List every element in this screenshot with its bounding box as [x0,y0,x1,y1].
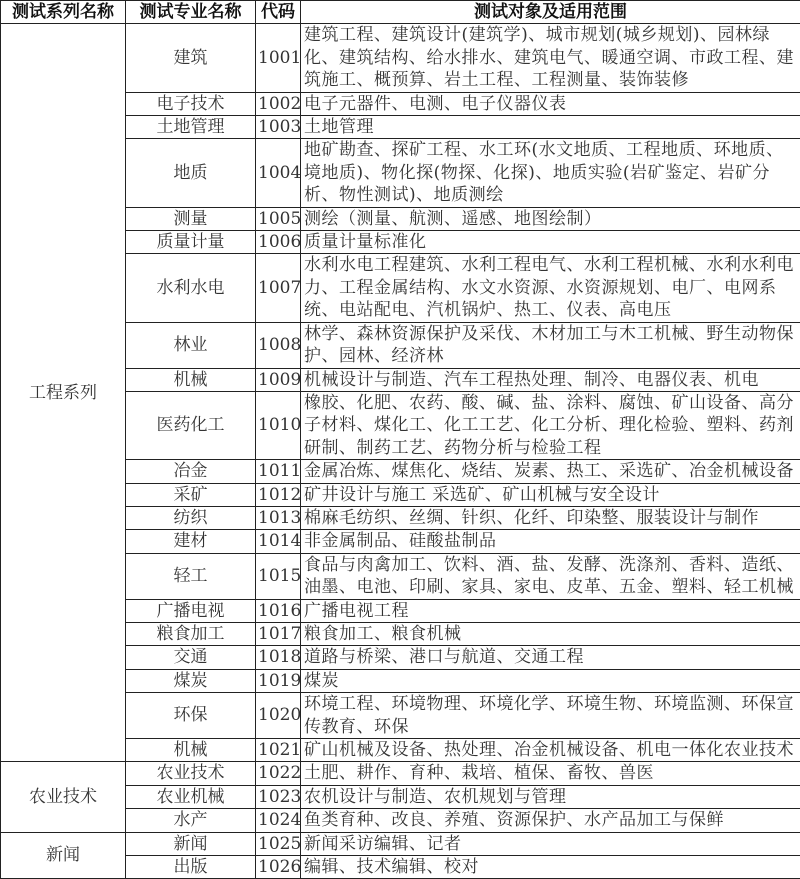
scope-cell: 土地管理 [301,116,800,139]
scope-cell: 编辑、技术编辑、校对 [301,856,800,879]
major-cell: 林业 [126,322,256,368]
scope-cell: 粮食加工、粮食机械 [301,622,800,645]
table-row [1,832,800,855]
scope-cell: 水利水电工程建筑、水利工程电气、水利工程机械、水利水利电力、工程金属结构、水文水资源、水资源规划、电厂、电网系统、电站配电、汽机锅炉、热工、仪表、高电压 [301,254,800,322]
series-cell: 农业技术 [1,762,126,832]
code-cell: 1010 [256,391,301,459]
scope-cell: 矿井设计与施工 采选矿、矿山机械与安全设计 [301,483,800,506]
code-cell: 1026 [256,856,301,879]
table-header-row [1,1,800,24]
code-cell: 1002 [256,92,301,115]
table-row [1,762,800,785]
code-cell: 1011 [256,460,301,483]
code-cell: 1015 [256,553,301,599]
major-cell: 粮食加工 [126,622,256,645]
header-scope: 测试对象及适用范围 [301,1,800,24]
code-cell: 1021 [256,739,301,762]
header-code: 代码 [256,1,301,24]
major-cell: 机械 [126,739,256,762]
major-cell: 建筑 [126,24,256,92]
major-cell: 广播电视 [126,599,256,622]
code-cell: 1001 [256,24,301,92]
major-cell: 电子技术 [126,92,256,115]
scope-cell: 新闻采访编辑、记者 [301,832,800,855]
series-cell: 新闻 [1,832,126,879]
scope-cell: 测绘（测量、航测、遥感、地图绘制） [301,207,800,230]
major-cell: 地质 [126,139,256,207]
scope-cell: 机械设计与制造、汽车工程热处理、制冷、电器仪表、机电 [301,368,800,391]
scope-cell: 广播电视工程 [301,599,800,622]
major-cell: 轻工 [126,553,256,599]
major-cell: 建材 [126,530,256,553]
scope-cell: 矿山机械及设备、热处理、冶金机械设备、机电一体化农业技术 [301,739,800,762]
code-cell: 1008 [256,322,301,368]
header-major: 测试专业名称 [126,1,256,24]
scope-cell: 道路与桥梁、港口与航道、交通工程 [301,646,800,669]
major-cell: 机械 [126,368,256,391]
major-cell: 出版 [126,856,256,879]
code-cell: 1022 [256,762,301,785]
major-cell: 农业机械 [126,785,256,808]
code-cell: 1018 [256,646,301,669]
major-cell: 水利水电 [126,254,256,322]
major-cell: 土地管理 [126,116,256,139]
code-cell: 1007 [256,254,301,322]
scope-cell: 金属冶炼、煤焦化、烧结、炭素、热工、采选矿、冶金机械设备 [301,460,800,483]
scope-cell: 质量计量标准化 [301,231,800,254]
scope-cell: 土肥、耕作、育种、栽培、植保、畜牧、兽医 [301,762,800,785]
scope-cell: 橡胶、化肥、农药、酸、碱、盐、涂料、腐蚀、矿山设备、高分子材料、煤化工、化工工艺、化工分析、理化检验、塑料、药剂研制、制药工艺、药物分析与检验工程 [301,391,800,459]
major-cell: 煤炭 [126,669,256,692]
major-cell: 质量计量 [126,231,256,254]
scope-cell: 环境工程、环境物理、环境化学、环境生物、环境监测、环保宣传教育、环保 [301,693,800,739]
code-cell: 1024 [256,809,301,832]
code-cell: 1014 [256,530,301,553]
code-cell: 1013 [256,506,301,529]
major-cell: 交通 [126,646,256,669]
scope-cell: 林学、森林资源保护及采伐、木材加工与木工机械、野生动物保护、园林、经济林 [301,322,800,368]
scope-cell: 煤炭 [301,669,800,692]
code-cell: 1012 [256,483,301,506]
major-cell: 农业技术 [126,762,256,785]
table-body [1,24,800,879]
code-cell: 1025 [256,832,301,855]
scope-cell: 地矿勘查、探矿工程、水工环(水文地质、工程地质、环地质、 境地质)、物化探(物探、化探)、地质实验(岩矿鉴定、岩矿分析、物性测试)、地质测绘 [301,139,800,207]
code-cell: 1019 [256,669,301,692]
scope-cell: 建筑工程、建筑设计(建筑学)、城市规划(城乡规划)、园林绿化、建筑结构、给水排水、建筑电气、暖通空调、市政工程、建筑施工、概预算、岩土工程、工程测量、装饰装修 [301,24,800,92]
table-row [1,24,800,92]
major-cell: 采矿 [126,483,256,506]
scope-cell: 鱼类育种、改良、养殖、资源保护、水产品加工与保鲜 [301,809,800,832]
code-cell: 1006 [256,231,301,254]
code-cell: 1005 [256,207,301,230]
scope-cell: 农机设计与制造、农机规划与管理 [301,785,800,808]
major-cell: 环保 [126,693,256,739]
major-cell: 纺织 [126,506,256,529]
code-cell: 1009 [256,368,301,391]
scope-cell: 棉麻毛纺织、丝绸、针织、化纤、印染整、服装设计与制作 [301,506,800,529]
major-cell: 冶金 [126,460,256,483]
code-cell: 1020 [256,693,301,739]
code-cell: 1016 [256,599,301,622]
scope-cell: 食品与肉禽加工、饮料、酒、盐、发酵、洗涤剂、香料、造纸、油墨、电池、印刷、家具、家电、皮革、五金、塑料、轻工机械 [301,553,800,599]
code-cell: 1003 [256,116,301,139]
major-cell: 新闻 [126,832,256,855]
major-cell: 测量 [126,207,256,230]
header-series: 测试系列名称 [1,1,126,24]
scope-cell: 电子元器件、电测、电子仪器仪表 [301,92,800,115]
scope-cell: 非金属制品、硅酸盐制品 [301,530,800,553]
code-cell: 1017 [256,622,301,645]
code-cell: 1023 [256,785,301,808]
code-cell: 1004 [256,139,301,207]
series-cell: 工程系列 [1,24,126,762]
major-cell: 水产 [126,809,256,832]
major-cell: 医药化工 [126,391,256,459]
